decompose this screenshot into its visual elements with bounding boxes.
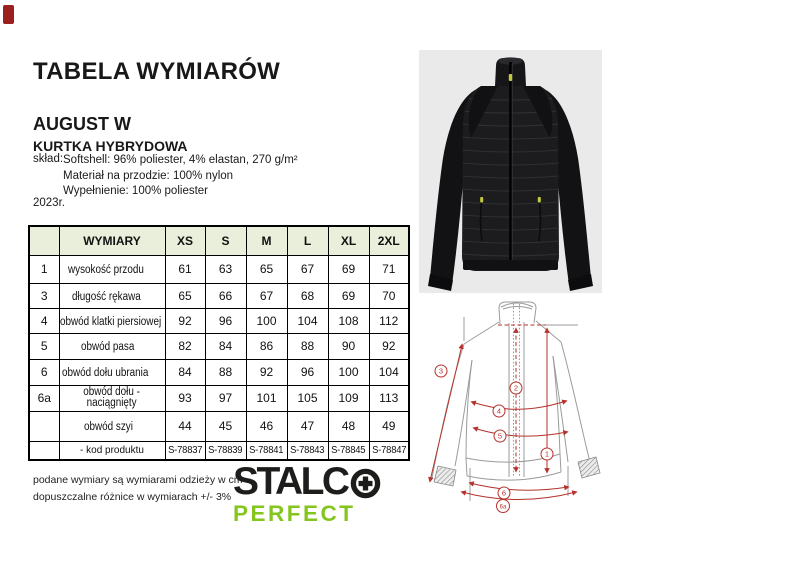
table-row	[29, 359, 409, 385]
table-row	[29, 283, 409, 308]
col-header-xl: XL	[328, 226, 369, 255]
row-label: obwód szyi	[59, 411, 165, 441]
product-code-row	[29, 441, 409, 460]
cell-value: 90	[328, 333, 369, 359]
measurement-diagram	[420, 296, 612, 516]
row-no	[29, 411, 59, 441]
logo-top	[233, 460, 381, 503]
table-row	[29, 333, 409, 359]
cell-value: 49	[369, 411, 409, 441]
composition-line: Softshell: 96% poliester, 4% elastan, 270 g/m²	[63, 154, 298, 166]
cell-value: 86	[246, 333, 287, 359]
table-row	[29, 411, 409, 441]
cell-value: 45	[205, 411, 246, 441]
cell-value: 112	[369, 308, 409, 333]
measure-label-4: 4	[496, 406, 502, 416]
cell-value: 108	[328, 308, 369, 333]
cell-value: 104	[369, 359, 409, 385]
cell-value: 68	[287, 283, 328, 308]
col-header-wymiary: WYMIARY	[59, 226, 165, 255]
cell-value: 113	[369, 385, 409, 411]
row-no: 6	[29, 359, 59, 385]
table-header-row	[29, 226, 409, 255]
row-label: obwód klatki piersiowej	[59, 308, 165, 333]
cell-value: 70	[369, 283, 409, 308]
cell-value: 69	[328, 255, 369, 283]
row-no: 4	[29, 308, 59, 333]
cell-value: 100	[328, 359, 369, 385]
cell-value: 84	[165, 359, 205, 385]
product-type: KURTKA HYBRYDOWA	[33, 138, 188, 154]
cell-value: 88	[287, 333, 328, 359]
logo-subtext: PERFECT	[233, 501, 356, 526]
cell-value: 100	[246, 308, 287, 333]
cell-value: 67	[246, 283, 287, 308]
cell-value: 48	[328, 411, 369, 441]
corner-red-mark	[3, 5, 14, 24]
cell-value: 71	[369, 255, 409, 283]
size-table	[28, 225, 410, 461]
year-label: 2023r.	[33, 197, 65, 209]
measure-label-6a: 6a	[499, 504, 507, 511]
product-name: AUGUST W	[33, 114, 131, 134]
product-code-label: - kod produktu	[59, 441, 165, 460]
logo-text: STALC	[233, 460, 348, 503]
cell-value: 66	[205, 283, 246, 308]
cell-value: 84	[205, 333, 246, 359]
product-code: S-78839	[205, 441, 246, 460]
product-photo	[419, 50, 602, 293]
cell-value: 92	[246, 359, 287, 385]
col-header-xs: XS	[165, 226, 205, 255]
cell-value: 65	[246, 255, 287, 283]
row-label: długość rękawa	[59, 283, 165, 308]
row-no: 3	[29, 283, 59, 308]
row-label: obwód dołu ubrania	[59, 359, 165, 385]
product-code: S-78845	[328, 441, 369, 460]
footnote-line: podane wymiary są wymiarami odzieży w cm	[33, 474, 243, 486]
row-label: obwód dołu - naciągnięty	[59, 385, 165, 411]
zipper-pull	[509, 74, 512, 81]
col-header-m: M	[246, 226, 287, 255]
cell-value: 109	[328, 385, 369, 411]
col-header-empty	[29, 226, 59, 255]
cell-value: 67	[287, 255, 328, 283]
measure-label-6: 6	[501, 488, 507, 498]
col-header-2xl: 2XL	[369, 226, 409, 255]
cell-value: 65	[165, 283, 205, 308]
row-no: 1	[29, 255, 59, 283]
table-row	[29, 308, 409, 333]
cell-value: 47	[287, 411, 328, 441]
cell-value: 92	[369, 333, 409, 359]
col-header-l: L	[287, 226, 328, 255]
stalco-logo	[233, 460, 381, 527]
cell-value: 97	[205, 385, 246, 411]
table-row	[29, 385, 409, 411]
cell-value: 105	[287, 385, 328, 411]
row-no: 6a	[29, 385, 59, 411]
cell-value: 93	[165, 385, 205, 411]
table-row	[29, 255, 409, 283]
product-code: S-78841	[246, 441, 287, 460]
measure-label-1: 1	[544, 449, 550, 459]
cell-value: 104	[287, 308, 328, 333]
measure-label-5: 5	[497, 431, 503, 441]
product-code: S-78843	[287, 441, 328, 460]
row-label: wysokość przodu	[59, 255, 165, 283]
composition-line: Materiał na przodzie: 100% nylon	[63, 169, 234, 182]
footnotes	[33, 472, 242, 505]
cell-value: 88	[205, 359, 246, 385]
row-no: 5	[29, 333, 59, 359]
col-header-s: S	[205, 226, 246, 255]
row-no	[29, 441, 59, 460]
cell-value: 96	[287, 359, 328, 385]
cell-value: 63	[205, 255, 246, 283]
measure-label-2: 2	[513, 383, 519, 393]
cell-value: 69	[328, 283, 369, 308]
cell-value: 101	[246, 385, 287, 411]
sleeve-cuffs	[434, 457, 600, 486]
cell-value: 82	[165, 333, 205, 359]
product-code: S-78847	[369, 441, 409, 460]
cell-value: 46	[246, 411, 287, 441]
logo-plus-circle-icon	[350, 468, 381, 499]
product-code: S-78837	[165, 441, 205, 460]
cell-value: 61	[165, 255, 205, 283]
row-label: obwód pasa	[59, 333, 165, 359]
cell-value: 96	[205, 308, 246, 333]
composition-line: Wypełnienie: 100% poliester	[63, 185, 209, 197]
measure-label-3: 3	[438, 366, 444, 376]
composition-label: skład:	[33, 153, 64, 165]
page-title: TABELA WYMIARÓW	[33, 58, 281, 85]
composition-lines	[63, 153, 298, 200]
cell-value: 92	[165, 308, 205, 333]
cell-value: 44	[165, 411, 205, 441]
footnote-line: dopuszczalne różnice w wymiarach +/- 3%	[33, 490, 232, 503]
